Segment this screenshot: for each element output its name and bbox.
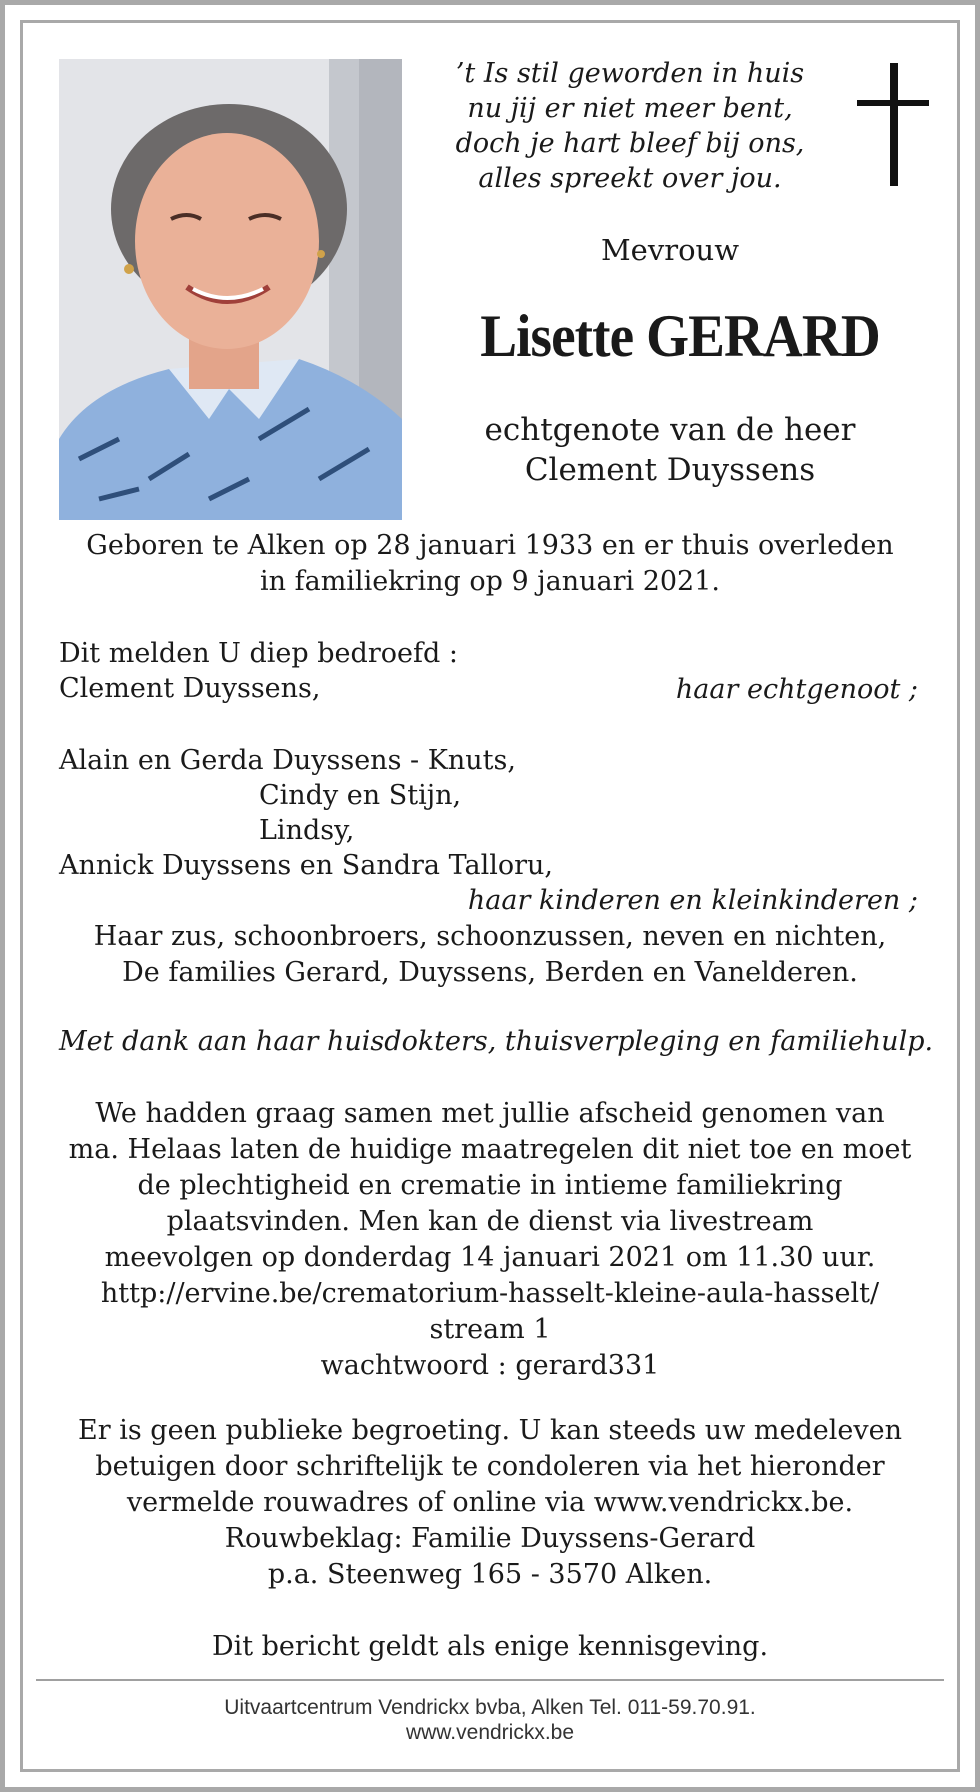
portrait-illustration [59,59,402,520]
poem-line: doch je hart bleef bij ons, [455,128,805,159]
cross-icon-bar [857,100,929,106]
thanks-line: Met dank aan haar huisdokters, thuisverpleging en familiehulp. [59,1026,934,1057]
birth-death-info [40,528,940,600]
notice-line: Dit bericht geldt als enige kennisgeving. [211,1631,769,1662]
spouse-info [430,410,910,490]
poem-line: nu jij er niet meer bent, [467,93,793,124]
memorial-poem [430,56,830,196]
livestream-link[interactable]: http://ervine.be/crematorium-hasselt-kleine-aula-hasselt/ [100,1278,880,1309]
salutation: Mevrouw [600,233,740,267]
ceremony-line: We hadden graag samen met jullie afscheid genomen van [95,1098,885,1129]
funeral-home-footer [40,1695,940,1745]
birth-death-line: in familiekring op 9 januari 2021. [260,566,720,597]
ceremony-line: plaatsvinden. Men kan de dienst via livestream [166,1206,814,1237]
spouse-line: Clement Duyssens [524,452,816,488]
relatives-line: De families Gerard, Duyssens, Berden en Vanelderen. [122,957,858,988]
ceremony-line: ma. Helaas laten de huidige maatregelen dit niet toe en moet [68,1134,912,1165]
children-role: haar kinderen en kleinkinderen ; [467,885,918,916]
poem-line: alles spreekt over jou. [478,163,782,194]
condolence-info [40,1413,940,1593]
grandchild-line: Cindy en Stijn, [259,780,462,811]
ceremony-line: stream 1 [429,1314,551,1345]
ceremony-line: meevolgen op donderdag 14 januari 2021 om 11.30 uur. [104,1242,876,1273]
livestream-password: wachtwoord : gerard331 [320,1350,660,1381]
child-line: Alain en Gerda Duyssens - Knuts, [59,745,516,776]
ceremony-line: de plechtigheid en crematie in intieme familiekring [137,1170,843,1201]
birth-death-line: Geboren te Alken op 28 januari 1933 en er thuis overleden [86,530,894,561]
condolence-address: p.a. Steenweg 165 - 3570 Alken. [267,1559,713,1590]
grandchild-line: Lindsy, [259,815,355,846]
condolence-line: Er is geen publieke begroeting. U kan steeds uw medeleven [78,1415,902,1446]
condolence-address-name: Rouwbeklag: Familie Duyssens-Gerard [224,1523,756,1554]
portrait-photo [59,59,402,520]
announcement: Dit melden U diep bedroefd : [59,638,458,669]
condolence-line: betuigen door schriftelijk te condoleren via het hieronder [95,1451,885,1482]
deceased-name: Lisette GERARD [480,303,880,369]
condolence-line: vermelde rouwadres of online via www.vendrickx.be. [126,1487,854,1518]
husband-name: Clement Duyssens, [59,673,321,704]
footer-website-link[interactable]: www.vendrickx.be [405,1721,575,1744]
footer-contact: Uitvaartcentrum Vendrickx bvba, Alken Tel. 011-59.70.91. [224,1696,756,1719]
cross-icon [890,63,898,186]
relatives [40,919,940,991]
poem-line: ’t Is stil geworden in huis [455,58,805,89]
spouse-line: echtgenote van de heer [484,412,856,448]
ceremony-info [40,1096,940,1384]
child-line: Annick Duyssens en Sandra Talloru, [59,850,554,881]
relatives-line: Haar zus, schoonbroers, schoonzussen, neven en nichten, [93,921,887,952]
footer-divider [36,1679,944,1681]
husband-role: haar echtgenoot ; [675,674,918,705]
